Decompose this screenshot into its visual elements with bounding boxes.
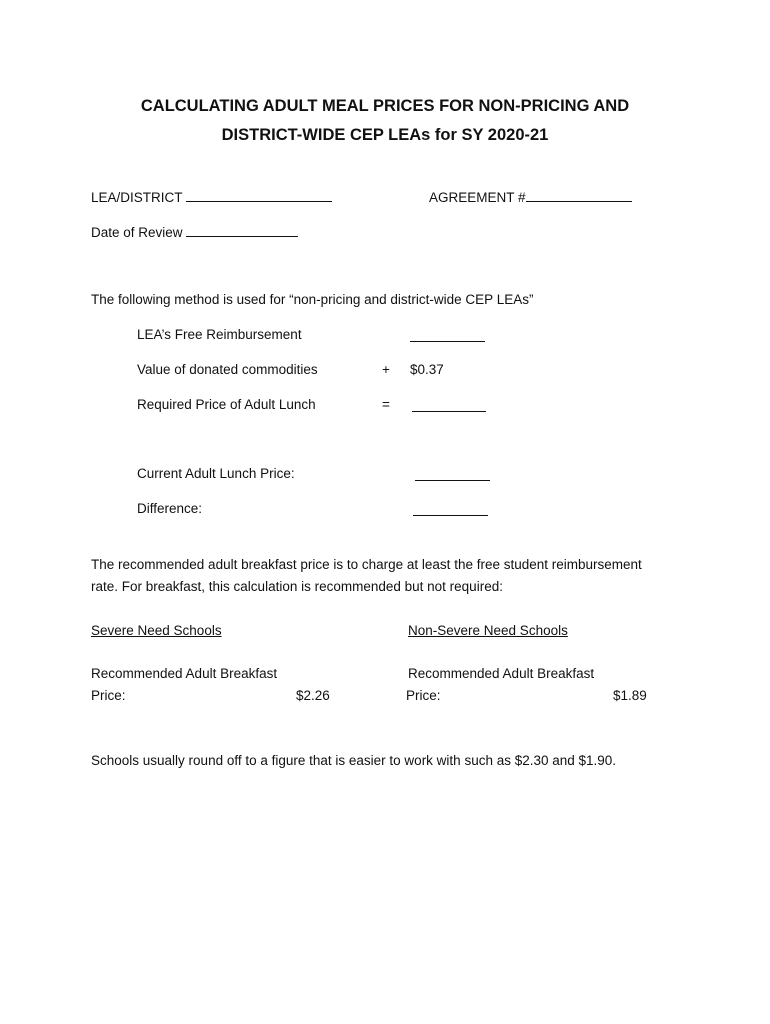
- date-of-review-field: [91, 222, 298, 242]
- non-severe-breakfast-label: Recommended Adult Breakfast: [408, 666, 595, 681]
- rounding-note: Schools usually round off to a figure that is easier to work with such as $2.30 and $1.90.: [91, 753, 617, 768]
- non-severe-price-label: Price:: [406, 688, 441, 703]
- title-line-1: CALCULATING ADULT MEAL PRICES FOR NON-PRICING AND: [140, 97, 630, 115]
- free-reimbursement-label: LEA’s Free Reimbursement: [137, 327, 302, 342]
- severe-price-label: Price:: [91, 688, 126, 703]
- required-price-label: Required Price of Adult Lunch: [137, 397, 316, 412]
- agreement-blank[interactable]: [526, 187, 632, 202]
- breakfast-text-line-1: The recommended adult breakfast price is to charge at least the free student reimbursement: [91, 557, 642, 572]
- difference-blank[interactable]: [413, 515, 488, 516]
- current-price-label: Current Adult Lunch Price:: [137, 466, 295, 481]
- date-of-review-blank[interactable]: [186, 222, 298, 237]
- title-line-2: DISTRICT-WIDE CEP LEAs for SY 2020-21: [221, 126, 549, 144]
- lea-district-blank[interactable]: [186, 187, 332, 202]
- required-price-blank[interactable]: [412, 411, 486, 412]
- difference-label: Difference:: [137, 501, 203, 516]
- current-price-blank[interactable]: [415, 480, 490, 481]
- severe-breakfast-label: Recommended Adult Breakfast: [91, 666, 278, 681]
- plus-sign: +: [382, 362, 390, 377]
- free-reimbursement-blank[interactable]: [410, 341, 485, 342]
- commodities-value: $0.37: [410, 362, 444, 377]
- agreement-field: [429, 187, 632, 207]
- date-of-review-label: Date of Review: [91, 225, 183, 240]
- equals-sign: =: [382, 397, 390, 412]
- lea-district-label: LEA/DISTRICT: [91, 190, 183, 205]
- severe-need-heading: Severe Need Schools: [91, 623, 222, 638]
- lea-district-field: [91, 187, 332, 207]
- non-severe-price-value: $1.89: [613, 688, 647, 703]
- breakfast-text-line-2: rate. For breakfast, this calculation is recommended but not required:: [91, 579, 503, 594]
- non-severe-need-heading: Non-Severe Need Schools: [408, 623, 568, 638]
- donated-commodities-label: Value of donated commodities: [137, 362, 318, 377]
- agreement-label: AGREEMENT #: [429, 190, 526, 205]
- method-intro: The following method is used for “non-pricing and district-wide CEP LEAs”: [91, 292, 534, 307]
- severe-price-value: $2.26: [296, 688, 330, 703]
